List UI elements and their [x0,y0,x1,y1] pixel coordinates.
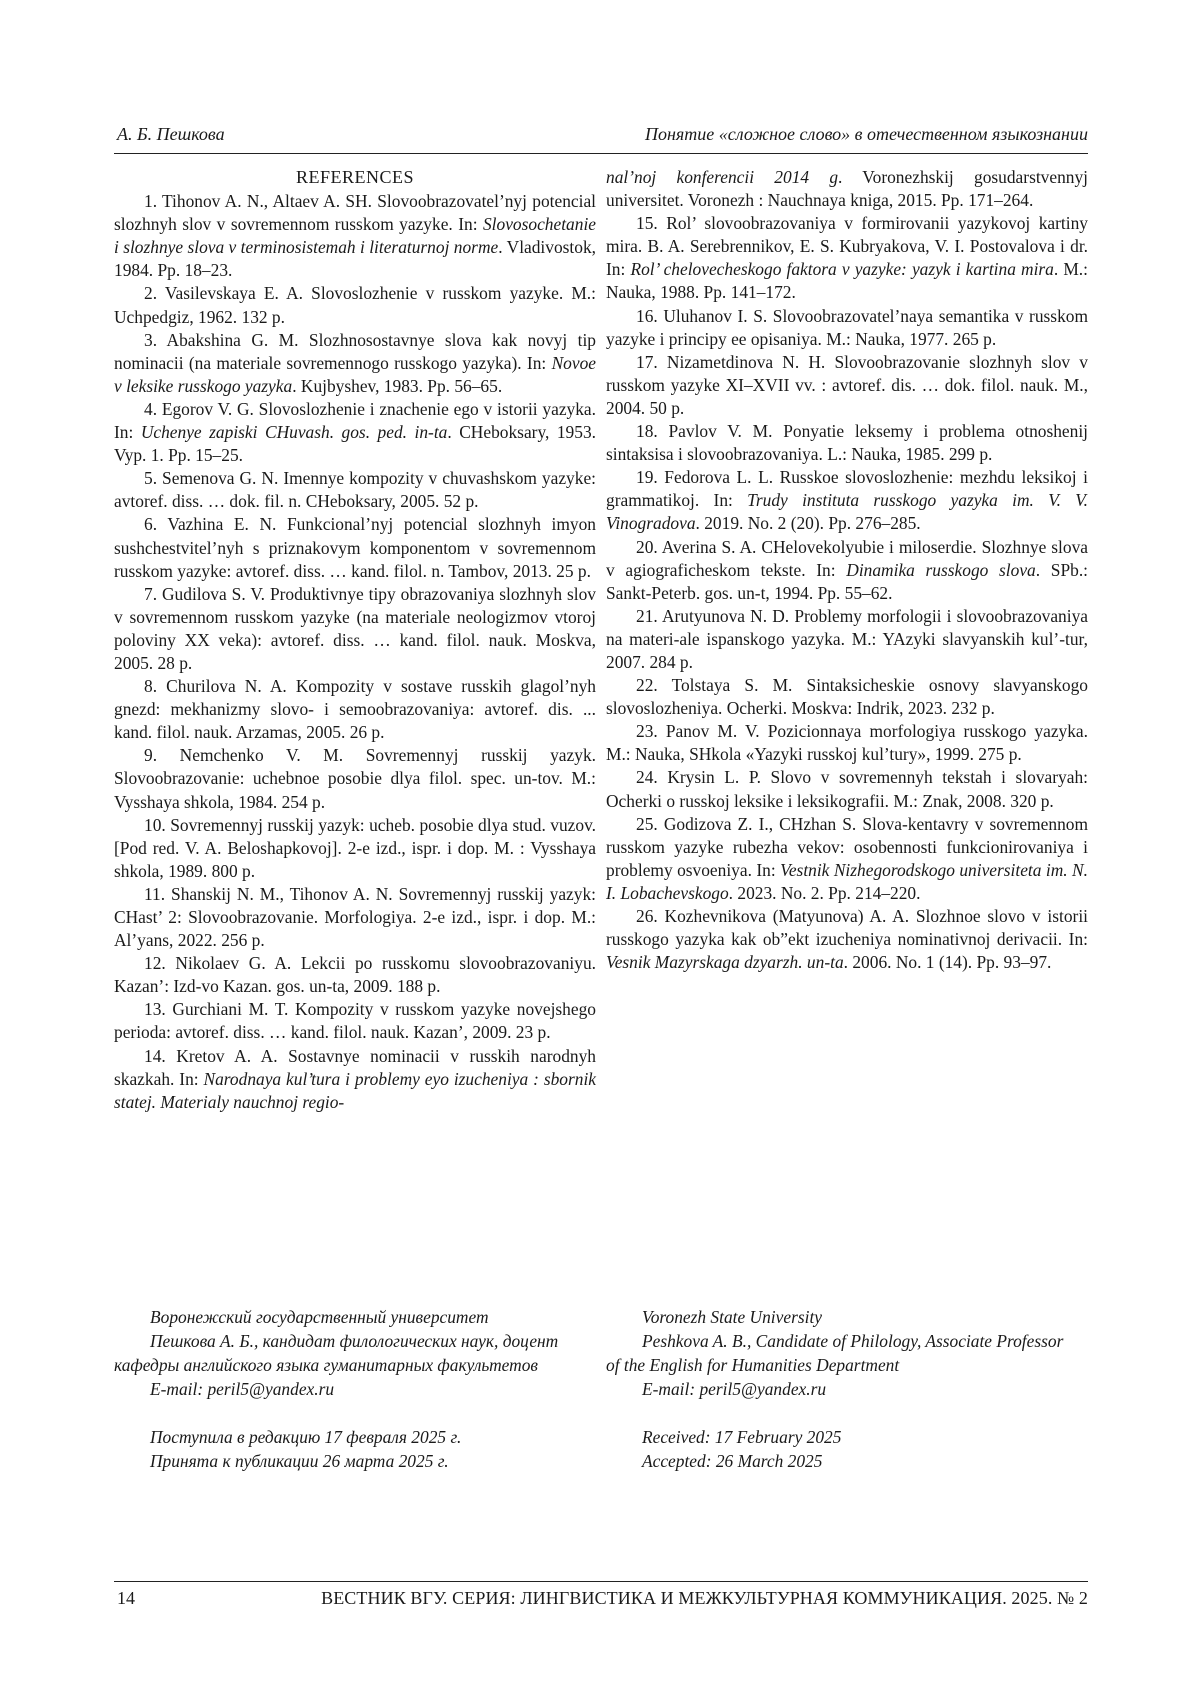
received-date: Поступила в редакцию 17 февраля 2025 г. [150,1427,462,1447]
reference-text: 23. Panov M. V. Pozicionnaya morfologiya russkogo yazyka. M.: Nauka, SHkola «Yazyki russkoj kul’tury», 1999. 275 p. [606,721,1088,765]
reference-item [114,467,596,513]
reference-item [114,329,596,398]
reference-text: 24. Krysin L. P. Slovo v sovremennyh tekstah i slovaryah: Ocherki o russkoj leksike i leksikografii. M.: Znak, 2008. 320 p. [606,767,1088,811]
reference-item [606,605,1088,674]
reference-text: 17. Nizametdinova N. H. Slovoobrazovanie slozhnyh slov v russkom yazyke XI–XVII vv. : avtoref. dis. … dok. filol. nauk. M., 2004. 50 p. [606,351,1088,418]
author-credentials: Пешкова А. Б., кандидат филологических наук, доцент кафедры английского языка гуманитарных факультетов [114,1331,559,1375]
reference-tail: . SPb.: Sankt-Peterb. gos. un-t, 1994. Pp. 55–62. [606,559,1089,603]
header-divider [114,153,1088,154]
accepted-date: Accepted: 26 March 2025 [642,1451,823,1471]
reference-text: 12. Nikolaev G. A. Lekcii po russkomu slovoobrazovaniyu. Kazan’: Izd-vo Kazan. gos. un-ta, 2009. 188 p. [114,953,596,997]
author-credentials: Peshkova A. B., Candidate of Philology, Associate Professor of the English for Humanities Department [606,1331,1064,1375]
page-number: 14 [117,1588,135,1608]
reference-italic: Uchenye zapiski CHuvash. gos. ped. in-ta [140,422,448,443]
references-right-column [606,166,1088,974]
reference-text: 5. Semenova G. N. Imennye kompozity v chuvashskom yazyke: avtoref. diss. … dok. fil. n. CHeboksary, 2005. 52 p. [114,468,596,512]
affiliation: Voronezh State University [642,1307,822,1327]
reference-item [606,720,1088,766]
reference-tail: . 2006. No. 1 (14). Pp. 93–97. [843,952,1052,973]
reference-text: 6. Vazhina E. N. Funkcional’nyj potencial slozhnyh imyon sushchestvitel’nyh s priznakovym komponentom v sovremennom russkom yazyke: avtoref. diss. … kand. filol. n. Tambov, 2013. 25 p. [114,514,596,581]
reference-list-left [114,190,596,1114]
reference-item [606,420,1088,466]
reference-italic: Rol’ chelovecheskogo faktora v yazyke: yazyk i kartina mira [630,259,1054,280]
reference-item [606,674,1088,720]
reference-item [606,351,1088,420]
reference-text: 7. Gudilova S. V. Produktivnye tipy obrazovaniya slozhnyh slov v sovremennom russkom yazyke (na materiale neologizmov vtoroj poloviny XX veka): avtoref. diss. … kand. filol. nauk. Moskva, 2005. 28 p. [114,583,596,673]
reference-item [114,883,596,952]
reference-tail: . CHeboksary, 1953. Vyp. 1. Pp. 15–25. [114,422,596,466]
author-email: E-mail: peril5@yandex.ru [150,1379,335,1399]
reference-item [606,905,1088,974]
reference-text: 2. Vasilevskaya E. A. Slovoslozhenie v russkom yazyke. M.: Uchpedgiz, 1962. 132 p. [114,283,596,327]
reference-item [606,536,1088,605]
reference-tail: . M.: Nauka, 1988. Pp. 141–172. [606,259,1088,303]
author-info-russian [114,1305,584,1473]
reference-text: 11. Shanskij N. M., Tihonov A. N. Sovremennyj russkij yazyk: CHast’ 2: Slovoobrazovanie. Morfologiya. 2-e izd., ispr. i dop. M.: Al’yans, 2022. 256 p. [114,883,596,951]
references-heading: REFERENCES [295,167,415,187]
reference-italic: Vesnik Mazyrskaga dzyarzh. un-ta [606,952,844,973]
reference-text: 26. Kozhevnikova (Matyunova) A. A. Slozhnoe slovo v istorii russkogo yazyka kak ob”ekt izucheniya nominativnoj derivacii. In: [606,906,1088,950]
reference-text: 10. Sovremennyj russkij yazyk: ucheb. posobie dlya stud. vuzov. [Pod red. V. A. Beloshapkovoj]. 2-e izd., ispr. i dop. M. : Vysshaya shkola, 1989. 800 p. [114,814,596,881]
reference-italic: Novoe v leksike russkogo yazyka [114,352,596,396]
reference-item [606,305,1088,351]
reference-tail: . Voronezhskij gosudarstvennyj universitet. Voronezh : Nauchnaya kniga, 2015. Pp. 171–264. [606,167,1088,211]
accepted-date: Принята к публикации 26 марта 2025 г. [150,1451,449,1471]
reference-text: 18. Pavlov V. M. Ponyatie leksemy i problema otnoshenij sintaksisa i slovoobrazovaniya. L.: Nauka, 1985. 299 p. [606,421,1088,465]
reference-item [114,998,596,1044]
reference-text: 22. Tolstaya S. M. Sintaksicheskie osnovy slavyanskogo slovoslozheniya. Ocherki. Moskva: Indrik, 2023. 232 p. [606,675,1088,719]
reference-item [114,282,596,328]
author-email: E-mail: peril5@yandex.ru [642,1379,827,1399]
reference-text: 25. Godizova Z. I., CHzhan S. Slova-kentavry v sovremennom russkom yazyke rubezha vekov: osobennosti funkcionirovaniya i problemy osvoeniya. In: [606,813,1088,880]
reference-item [114,744,596,813]
journal-title: ВЕСТНИК ВГУ. СЕРИЯ: ЛИНГВИСТИКА И МЕЖКУЛЬТУРНАЯ КОММУНИКАЦИЯ. 2025. № 2 [321,1588,1088,1608]
reference-text: 4. Egorov V. G. Slovoslozhenie i znachenie ego v istorii yazyka. In: [114,398,596,443]
reference-tail: . 2019. No. 2 (20). Pp. 276–285. [695,513,921,534]
reference-text: 19. Fedorova L. L. Russkoe slovoslozhenie: mezhdu leksikoj i grammatikoj. In: [606,467,1088,511]
reference-item [114,398,596,467]
reference-text: 20. Averina S. A. CHelovekolyubie i miloserdie. Slozhnye slova v agiograficheskom tekste. In: [606,536,1088,580]
reference-text: 16. Uluhanov I. S. Slovoobrazovatel’naya semantika v russkom yazyke i principy ee opisaniya. M.: Nauka, 1977. 265 p. [606,305,1088,349]
reference-italic: Vestnik Nizhegorodskogo universiteta im. N. I. Lobachevskogo [606,859,1089,903]
reference-item [114,675,596,744]
footer-divider [114,1581,1088,1582]
reference-text: 15. Rol’ slovoobrazovaniya v formirovanii yazykovoj kartiny mira. B. A. Serebrennikov, E. S. Kubryakova, V. I. Postovalova i dr. In: [606,213,1088,280]
reference-italic: nal’noj konferencii 2014 g [606,167,839,187]
reference-tail: . 2023. No. 2. Pp. 214–220. [728,882,921,903]
reference-item-continuation [606,166,1088,212]
reference-italic: Dinamika russkogo slova [846,559,1036,580]
references-left-column [114,166,596,1114]
reference-text: 8. Churilova N. A. Kompozity v sostave russkih glagol’nyh gnezd: mekhanizmy slovo- i semoobrazovaniya: avtoref. dis. ... kand. filol. nauk. Arzamas, 2005. 26 p. [114,676,596,743]
running-head-author: А. Б. Пешкова [117,124,225,144]
reference-text: 14. Kretov A. A. Sostavnye nominacii v russkih narodnyh skazkah. In: [114,1045,596,1089]
reference-item [114,583,596,675]
reference-item [114,1045,596,1114]
reference-item [114,814,596,883]
reference-text: 13. Gurchiani M. T. Kompozity v russkom yazyke novejshego perioda: avtoref. diss. … kand. filol. nauk. Kazan’, 2009. 23 p. [114,999,596,1043]
reference-item [606,766,1088,812]
running-head-title: Понятие «сложное слово» в отечественном языкознании [644,124,1088,144]
reference-italic: Narodnaya kul’tura i problemy eyo izucheniya : sbornik statej. Materialy nauchnoj regio- [114,1068,596,1112]
reference-item [606,212,1088,304]
reference-tail: . Vladivostok, 1984. Pp. 18–23. [114,237,596,281]
reference-tail: . Kujbyshev, 1983. Pp. 56–65. [292,375,503,396]
reference-item [114,513,596,582]
reference-italic: Trudy instituta russkogo yazyka im. V. V. Vinogradova [606,490,1088,534]
reference-text: 3. Abakshina G. M. Slozhnosostavnye slova kak novyj tip nominacii (na materiale sovremennogo russkogo yazyka). In: [114,329,596,373]
affiliation: Воронежский государственный университет [150,1307,489,1327]
reference-item [114,952,596,998]
reference-italic: Slovosochetanie i slozhnye slova v terminosistemah i literaturnoj norme [114,214,596,258]
author-info-english [606,1305,1076,1473]
received-date: Received: 17 February 2025 [642,1427,842,1447]
reference-item [114,190,596,282]
reference-list-right [606,212,1088,974]
reference-text: 9. Nemchenko V. M. Sovremennyj russkij yazyk. Slovoobrazovanie: uchebnoe posobie dlya filol. spec. un-tov. M.: Vysshaya shkola, 1984. 254 p. [114,745,596,812]
reference-item [606,466,1088,535]
reference-item [606,813,1088,905]
reference-text: 21. Arutyunova N. D. Problemy morfologii i slovoobrazovaniya na materi-ale ispanskogo yazyka. M.: YAzyki slavyanskih kul’-tur, 2007. 284 p. [606,605,1088,672]
reference-text: 1. Tihonov A. N., Altaev A. SH. Slovoobrazovatel’nyj potencial slozhnyh slov v sovremennom russkom yazyke. In: [114,191,596,235]
